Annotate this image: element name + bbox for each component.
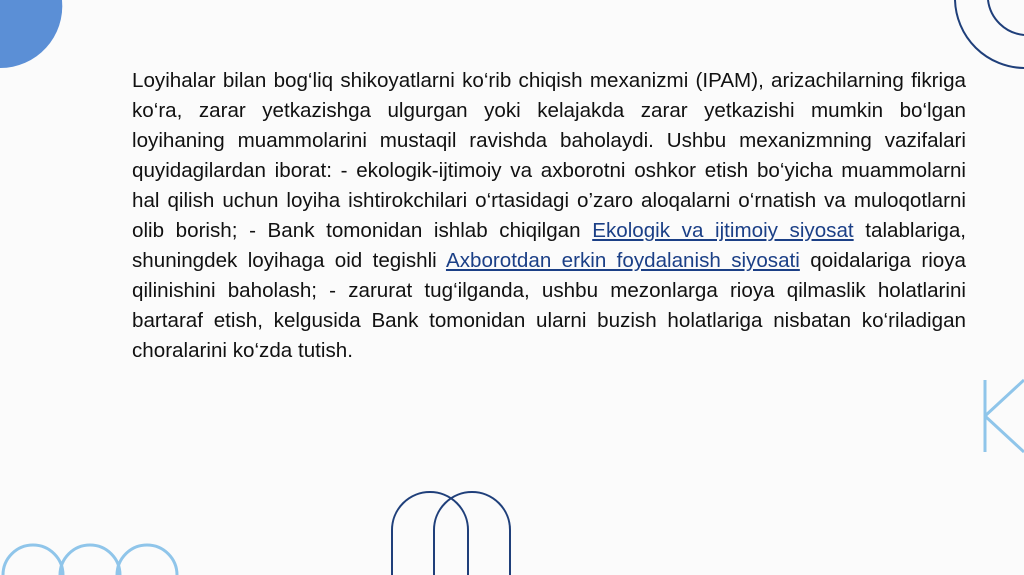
bottom-left-scallops — [3, 545, 177, 575]
paragraph-text-1: Loyihalar bilan bog‘liq shikoyatlarni ko‘rib chiqish mexanizmi (IPAM), arizachilarning fikriga ko‘ra, zarar yetkazishga ulgurgan yoki kelajakda zarar yetkazishi mumkin bo‘lgan loyihaning muammolarini mustaqil ravishda baholaydi. Ushbu mexanizmning vazifalari quyidagilardan iborat: - ekologik-ijtimoiy va axborotni oshkor etish bo‘yicha muammolarni hal qilish uchun loyiha ishtirokchilari o‘rtasidagi o’zaro aloqalarni o‘rnatish va muloqotlarni olib borish; - Bank tomonidan ishlab chiqilgan — [132, 69, 966, 242]
right-k-shape — [985, 380, 1024, 452]
top-left-blue-quarter-circle — [0, 0, 62, 68]
bottom-center-arches — [392, 492, 510, 575]
top-right-inner-arc — [988, 0, 1024, 35]
body-paragraph — [132, 66, 966, 366]
paragraph-text-2: talablariga, shuningdek loyihaga oid tegishli — [132, 219, 967, 272]
paragraph-text-3: qoidalariga rioya qilinishini baholash; - zarurat tug‘ilganda, ushbu mezonlarga rioya qilmaslik holatlarini bartaraf etish, kelgusida Bank tomonidan ularni buzish holatlariga nisbatan ko‘riladigan choralarini ko‘zda tutish. — [132, 249, 966, 362]
free-access-information-policy-link[interactable]: Axborotdan erkin foydalanish siyosati — [445, 249, 800, 272]
ecological-social-policy-link[interactable]: Ekologik va ijtimoiy siyosat — [592, 219, 854, 242]
